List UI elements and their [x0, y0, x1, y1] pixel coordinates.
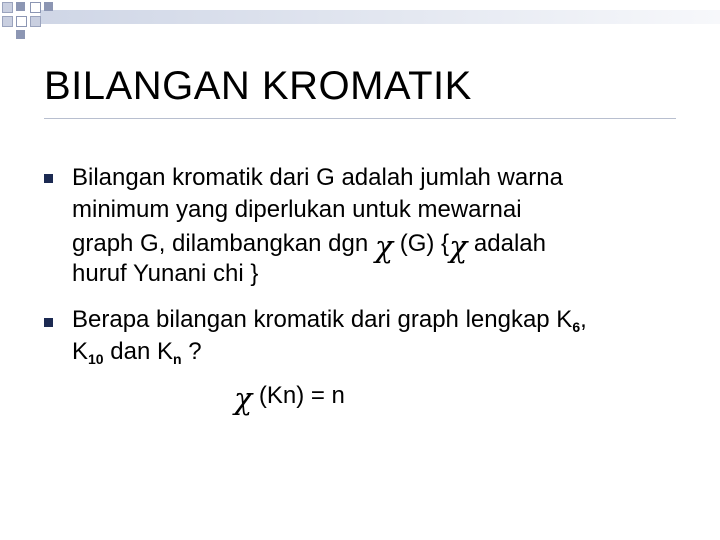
bullet-2-line-1	[72, 306, 587, 341]
chi-symbol: χ	[374, 230, 394, 265]
bullet-square-icon	[44, 174, 53, 183]
text-run: (G) {	[393, 230, 450, 257]
bullet-1-line-4: huruf Yunani chi }	[72, 260, 259, 287]
chi-symbol: χ	[449, 230, 468, 265]
text-run: graph G, dilambangkan dgn	[72, 230, 375, 257]
text-run: Berapa bilangan kromatik dari graph lengkap K	[72, 306, 573, 333]
bullet-2-line-2	[72, 338, 202, 373]
bullet-1-line-3	[72, 228, 547, 265]
bullet-1-line-1: Bilangan kromatik dari G adalah jumlah warna	[72, 164, 563, 191]
subscript: n	[172, 351, 182, 367]
slide-title: BILANGAN KROMATIK	[44, 64, 472, 108]
bullet-square-icon	[44, 318, 53, 327]
text-run: ,	[580, 306, 587, 333]
text-run: K	[72, 338, 89, 365]
subscript: 10	[88, 351, 104, 367]
subscript: 6	[572, 319, 581, 335]
text-run: ?	[181, 338, 202, 365]
formula-line	[234, 380, 345, 417]
text-run: dan K	[103, 338, 173, 365]
formula-text: (Kn) = n	[252, 382, 345, 409]
text-run: adalah	[467, 230, 547, 257]
chi-symbol: χ	[234, 382, 253, 417]
bullet-1-line-2: minimum yang diperlukan untuk mewarnai	[72, 196, 522, 223]
